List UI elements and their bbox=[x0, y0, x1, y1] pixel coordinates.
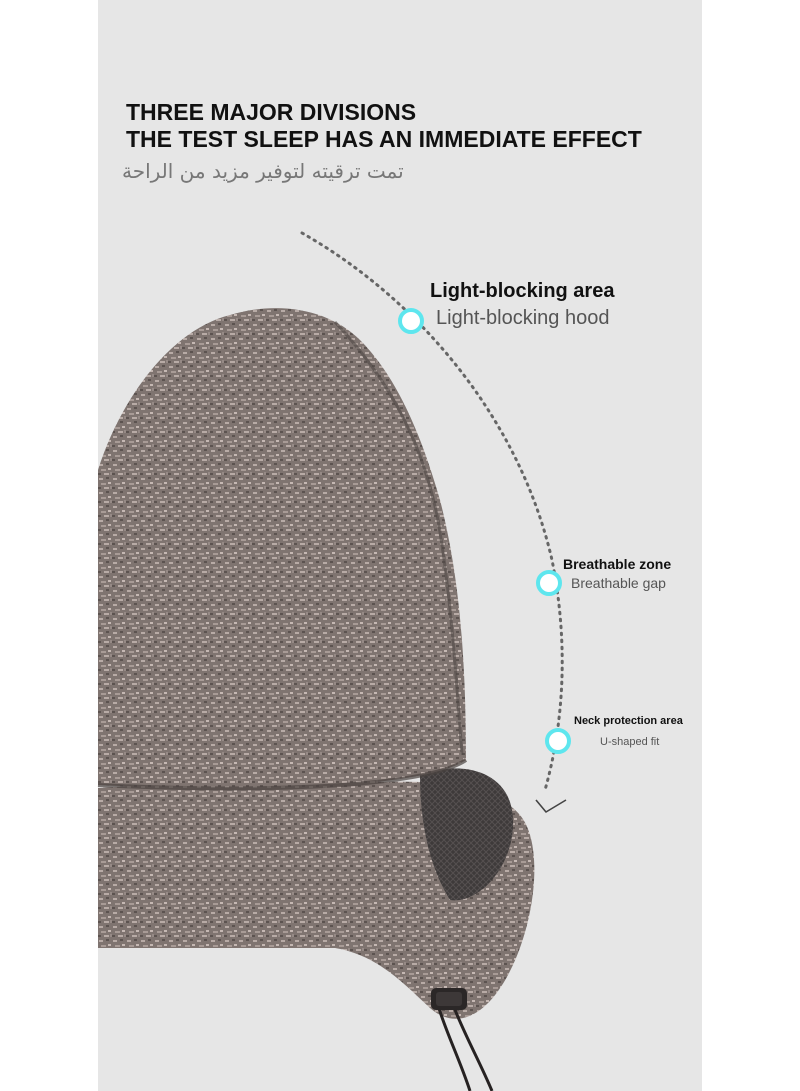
headline-line-2: THE TEST SLEEP HAS AN IMMEDIATE EFFECT bbox=[126, 126, 642, 152]
callout-title-breathable: Breathable zone bbox=[563, 556, 672, 572]
hood bbox=[98, 308, 466, 788]
arabic-tagline: تمت ترقيته لتوفير مزيد من الراحة bbox=[122, 159, 404, 183]
headline-line-1: THREE MAJOR DIVISIONS bbox=[126, 99, 417, 125]
chevron-down-arrow-icon bbox=[536, 800, 566, 812]
ring-marker-icon bbox=[400, 310, 422, 332]
callout-title-neck-protection: Neck protection area bbox=[574, 715, 683, 727]
callout-subtitle-light-blocking: Light-blocking hood bbox=[436, 307, 610, 329]
callout-title-light-blocking: Light-blocking area bbox=[430, 280, 615, 302]
callout-subtitle-neck-protection: U-shaped fit bbox=[600, 736, 660, 748]
ring-marker-icon bbox=[547, 730, 569, 752]
callout-subtitle-breathable: Breathable gap bbox=[571, 575, 666, 591]
ring-marker-icon bbox=[538, 572, 560, 594]
